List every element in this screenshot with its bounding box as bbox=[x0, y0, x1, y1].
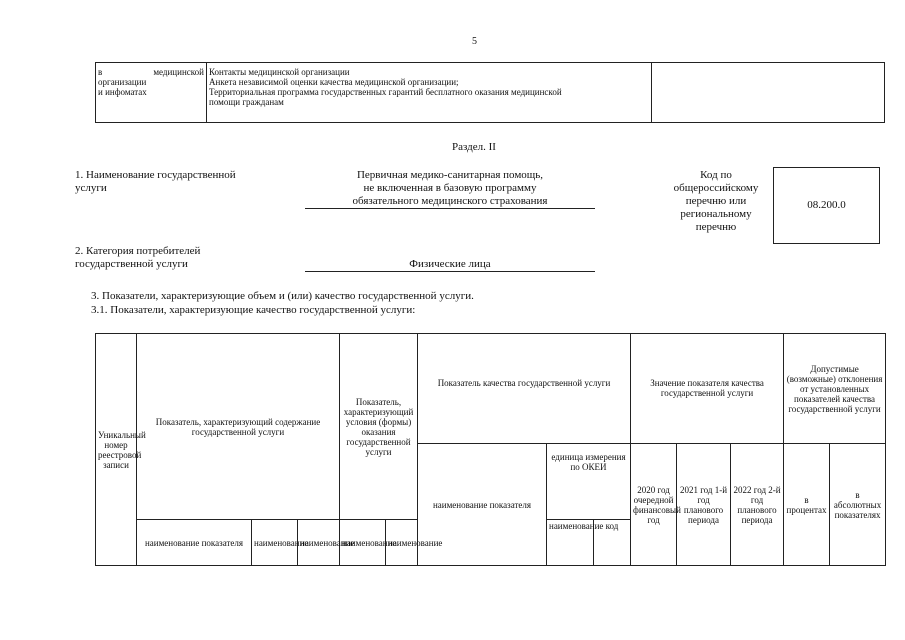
registry-header: Уникальный номер реестровой записи bbox=[96, 334, 137, 566]
year-2020-header: 2020 год очередной финансовый год bbox=[631, 444, 677, 566]
content-indicator-header: Показатель, характеризующий содержание государственной услуги bbox=[137, 334, 340, 520]
section-title: Раздел. II bbox=[452, 141, 496, 153]
code-label-line-4: региональному bbox=[680, 208, 752, 220]
year-2022-header: 2022 год 2-й год планового периода bbox=[731, 444, 784, 566]
code-label-line-1: Код по bbox=[700, 169, 732, 181]
code-label bbox=[656, 169, 776, 234]
place-line-2: организации bbox=[98, 77, 147, 87]
service-value-line-1: Первичная медико-санитарная помощь, bbox=[356, 169, 544, 181]
info-line-2: Анкета независимой оценки качества медицинской организации; bbox=[209, 77, 459, 87]
place-line-3: и инфоматах bbox=[98, 87, 147, 97]
indicator-name-header: наименование показателя bbox=[418, 444, 547, 566]
contacts-table bbox=[95, 62, 885, 123]
info-line-3: Территориальная программа государственных гарантий бесплатного оказания медицинской bbox=[209, 87, 562, 97]
deviations-header: Допустимые (возможные) отклонения от установленных показателей качества государственной услуги bbox=[784, 334, 886, 444]
sub-indicator-name: наименование показателя bbox=[137, 520, 252, 566]
contacts-empty-cell bbox=[652, 63, 885, 123]
info-line-4: помощи гражданам bbox=[209, 97, 284, 107]
conditions-indicator-header: Показатель, характеризующий условия (формы) оказания государственной услуги bbox=[340, 334, 418, 520]
code-label-line-5: перечню bbox=[695, 221, 737, 233]
code-label-line-3: перечню или bbox=[685, 195, 747, 207]
unit-header: единица измерения по ОКЕИ bbox=[547, 444, 631, 520]
year-2021-header: 2021 год 1-й год планового периода bbox=[677, 444, 731, 566]
place-word-2: медицинской bbox=[153, 67, 204, 77]
contacts-info-cell bbox=[207, 63, 652, 123]
contacts-place-cell bbox=[96, 63, 207, 123]
code-box bbox=[773, 167, 880, 244]
unit-code-header: код bbox=[594, 520, 631, 566]
consumer-label-line-1: 2. Категория потребителей bbox=[75, 245, 201, 257]
absolute-header: в абсолютных показателях bbox=[830, 444, 886, 566]
page-number: 5 bbox=[472, 36, 477, 47]
consumer-category-label bbox=[75, 245, 200, 271]
service-name-value bbox=[305, 169, 595, 209]
service-value-line-2: не включенная в базовую программу bbox=[363, 182, 537, 194]
quality-indicators-table bbox=[95, 333, 886, 566]
info-line-1: Контакты медицинской организации bbox=[209, 67, 350, 77]
consumer-category-value: Физические лица bbox=[305, 258, 595, 272]
unit-name-header: наименование bbox=[547, 520, 594, 566]
service-label-line-1: 1. Наименование государственной bbox=[75, 169, 236, 181]
sub-name-2: наименование bbox=[298, 520, 340, 566]
sub-name-4: наименование bbox=[386, 520, 418, 566]
quality-heading: 3.1. Показатели, характеризующие качество государственной услуги: bbox=[91, 304, 416, 316]
quality-value-header: Значение показателя качества государственной услуги bbox=[631, 334, 784, 444]
sub-name-1: наименование bbox=[252, 520, 298, 566]
service-name-label bbox=[75, 169, 236, 195]
consumer-label-line-2: государственной услуги bbox=[75, 258, 188, 270]
code-value: 08.200.0 bbox=[807, 199, 846, 211]
code-label-line-2: общероссийскому bbox=[673, 182, 759, 194]
sub-name-3: наименование bbox=[340, 520, 386, 566]
service-value-line-3: обязательного медицинского страхования bbox=[352, 195, 548, 207]
place-word-1: в bbox=[98, 67, 103, 77]
indicators-heading: 3. Показатели, характеризующие объем и (или) качество государственной услуги. bbox=[91, 290, 474, 302]
quality-indicator-header: Показатель качества государственной услуги bbox=[418, 334, 631, 444]
percent-header: в процентах bbox=[784, 444, 830, 566]
service-label-line-2: услуги bbox=[75, 182, 107, 194]
